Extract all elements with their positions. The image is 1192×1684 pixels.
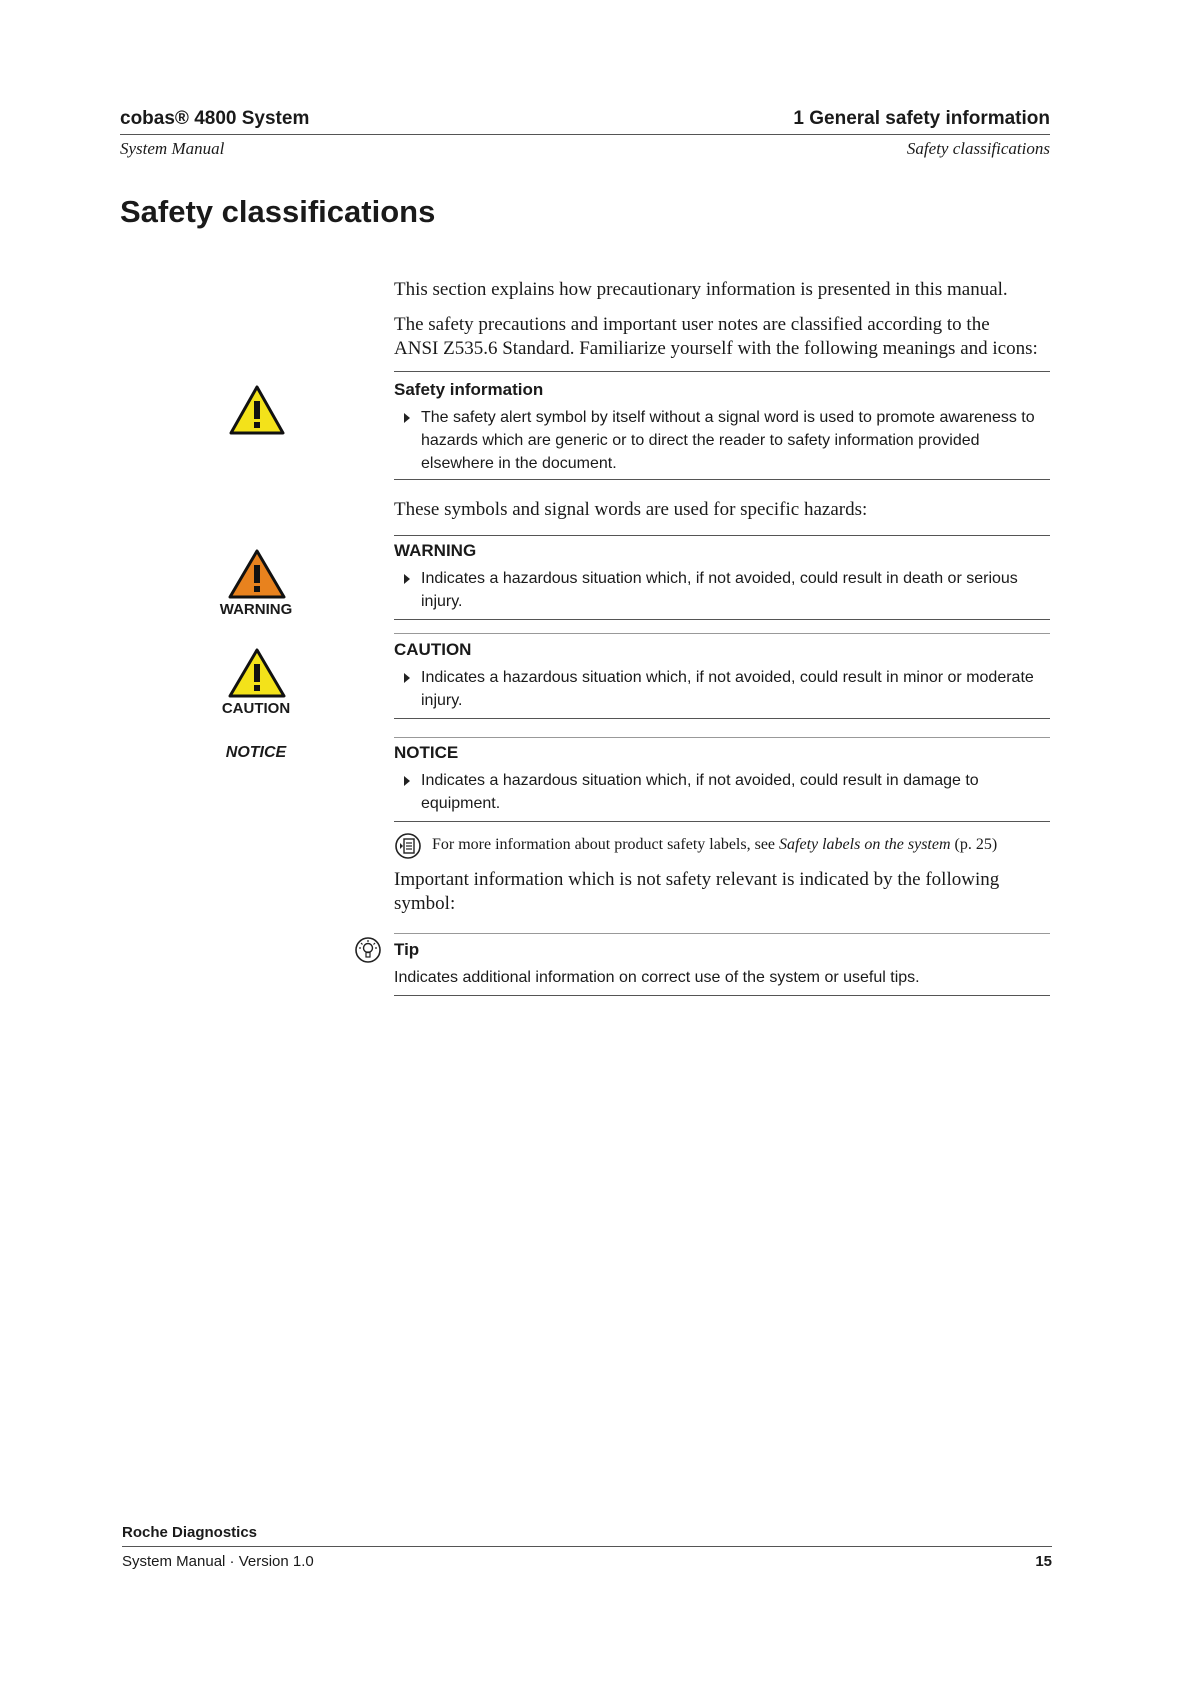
bullet-arrow-icon bbox=[404, 673, 410, 683]
caution-line2: injury. bbox=[421, 692, 463, 709]
bullet-arrow-icon bbox=[404, 574, 410, 584]
caution-line1: Indicates a hazardous situation which, if not avoided, could result in minor or moderate bbox=[421, 669, 1034, 686]
notice-bullet bbox=[394, 769, 1050, 815]
warning-title: WARNING bbox=[394, 541, 477, 560]
intro-paragraph-1: This section explains how precautionary information is presented in this manual. bbox=[394, 279, 1008, 300]
notice-symbol-label: NOTICE bbox=[225, 744, 287, 761]
header-manual: System Manual bbox=[120, 139, 225, 158]
important-line2: symbol: bbox=[394, 893, 456, 914]
footer-rule bbox=[122, 1546, 1052, 1547]
footer-document: System Manual · Version 1.0 bbox=[122, 1553, 314, 1570]
caution-bullet bbox=[394, 666, 1050, 712]
header-product: cobas® 4800 System bbox=[120, 108, 310, 129]
warning-bullet bbox=[394, 567, 1050, 613]
notice-line2: equipment. bbox=[421, 795, 501, 812]
safety-alert-icon bbox=[228, 384, 286, 436]
intro-paragraph-2 bbox=[394, 313, 1050, 361]
reference-prefix: For more information about product safety labels, see bbox=[432, 836, 780, 853]
bullet-arrow-icon bbox=[404, 776, 410, 786]
warning-symbol-label: WARNING bbox=[219, 601, 293, 618]
caution-top-rule bbox=[394, 633, 1050, 634]
notice-line1: Indicates a hazardous situation which, if not avoided, could result in damage to bbox=[421, 772, 979, 789]
cross-reference-icon bbox=[394, 832, 422, 860]
bullet-arrow-icon bbox=[404, 413, 410, 423]
safety-info-line2: hazards which are generic or to direct the reader to safety information provided bbox=[421, 432, 980, 449]
safety-info-line1: The safety alert symbol by itself without a signal word is used to promote awareness to bbox=[421, 409, 1035, 426]
caution-bottom-rule bbox=[394, 718, 1050, 719]
page-title: Safety classifications bbox=[120, 194, 436, 229]
caution-symbol-label: CAUTION bbox=[221, 700, 291, 717]
tip-bottom-rule bbox=[394, 995, 1050, 996]
intro-p2-line2: ANSI Z535.6 Standard. Familiarize yourself with the following meanings and icons: bbox=[394, 338, 1038, 359]
important-line1: Important information which is not safety relevant is indicated by the following bbox=[394, 869, 1000, 890]
caution-icon bbox=[226, 647, 288, 699]
warning-icon bbox=[226, 548, 288, 600]
warning-line2: injury. bbox=[421, 593, 463, 610]
reference-suffix: (p. 25) bbox=[950, 836, 998, 853]
safety-info-line3: elsewhere in the document. bbox=[421, 455, 617, 472]
hazards-intro: These symbols and signal words are used for specific hazards: bbox=[394, 499, 868, 520]
safety-info-title: Safety information bbox=[394, 380, 544, 399]
warning-top-rule bbox=[394, 535, 1050, 536]
warning-line1: Indicates a hazardous situation which, if not avoided, could result in death or serious bbox=[421, 570, 1018, 587]
safety-info-bullet bbox=[394, 406, 1050, 475]
header-section: Safety classifications bbox=[906, 139, 1050, 158]
warning-bottom-rule bbox=[394, 619, 1050, 620]
footer-company: Roche Diagnostics bbox=[122, 1524, 258, 1541]
intro-p2-line1: The safety precautions and important user notes are classified according to the bbox=[394, 314, 990, 335]
caution-title: CAUTION bbox=[394, 640, 472, 659]
safety-info-bottom-rule bbox=[394, 479, 1050, 480]
reference-link[interactable]: Safety labels on the system bbox=[779, 836, 951, 853]
important-info-paragraph bbox=[394, 868, 1050, 916]
header-rule bbox=[120, 134, 1050, 135]
footer-page-number: 15 bbox=[1035, 1553, 1052, 1570]
tip-title: Tip bbox=[394, 940, 420, 959]
notice-bottom-rule bbox=[394, 821, 1050, 822]
notice-top-rule bbox=[394, 737, 1050, 738]
safety-info-top-rule bbox=[394, 371, 1050, 372]
notice-title: NOTICE bbox=[394, 743, 459, 762]
tip-text: Indicates additional information on correct use of the system or useful tips. bbox=[394, 969, 920, 986]
tip-lightbulb-icon bbox=[354, 936, 382, 964]
header-chapter: 1 General safety information bbox=[793, 108, 1050, 129]
tip-top-rule bbox=[394, 933, 1050, 934]
cross-reference-text bbox=[432, 836, 997, 854]
